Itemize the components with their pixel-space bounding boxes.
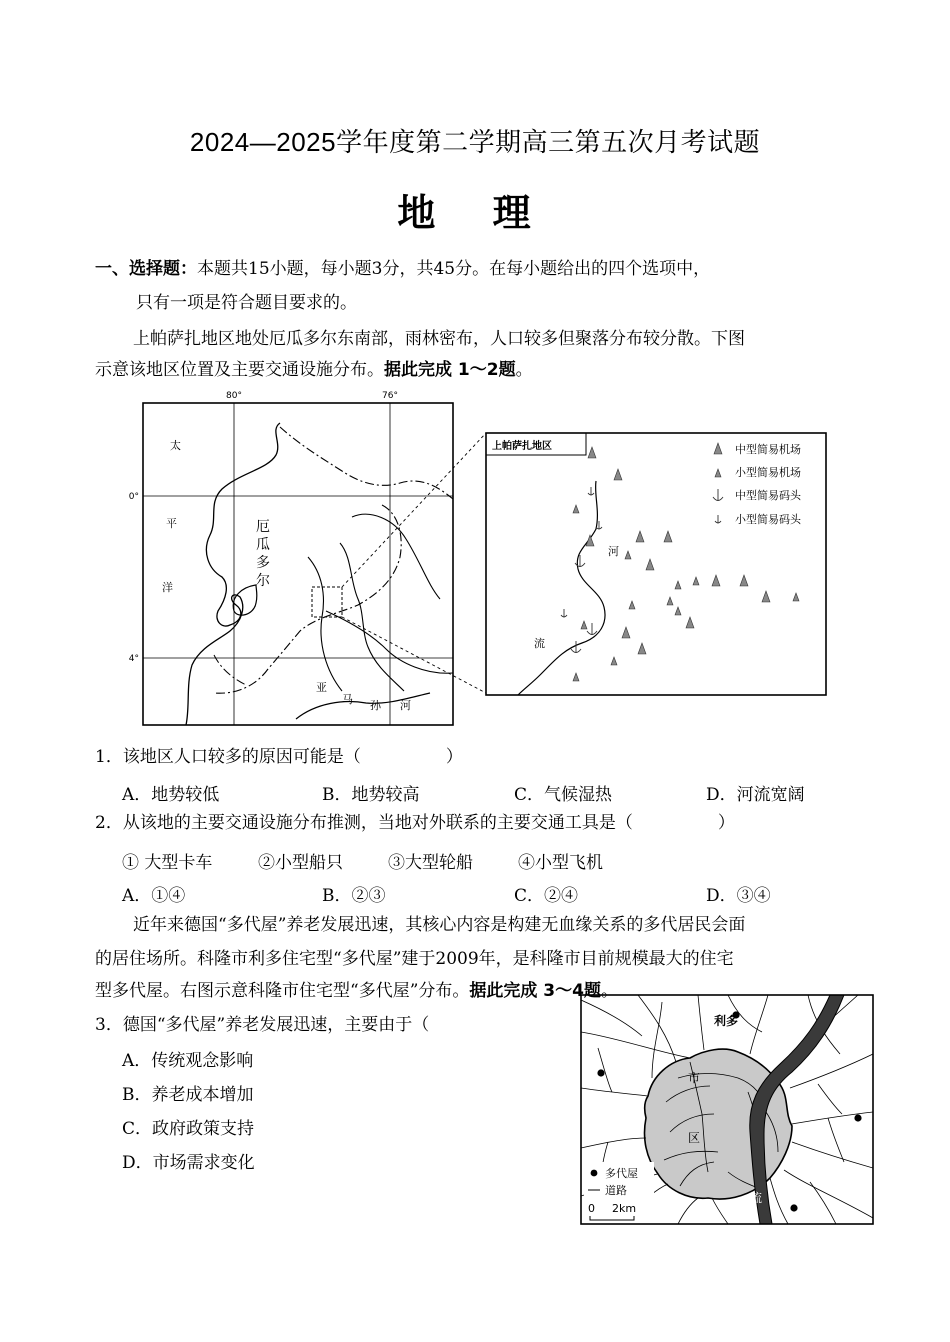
boundary-north (280, 427, 453, 499)
city-char: 市 (688, 1071, 701, 1085)
airport-icon (622, 627, 630, 638)
small-dock-icon (715, 515, 721, 523)
airport-icon (638, 643, 646, 654)
ocean-char: 平 (166, 517, 177, 530)
airport-icon (586, 535, 594, 546)
airport-icon (581, 621, 587, 629)
passage2-line1: 近年来德国“多代屋”养老发展迅速，其核心内容是构建无血缘关系的多代居民会面 (133, 915, 746, 935)
medium-dock-icon (713, 489, 723, 501)
airport-icon (573, 505, 579, 513)
airport-icon (636, 531, 644, 542)
city-district (645, 1049, 793, 1199)
dock-icon (588, 487, 594, 495)
ocean-char: 太 (170, 439, 181, 452)
city-char: 区 (688, 1131, 701, 1145)
amazon-char: 亚 (316, 681, 327, 694)
multi-generation-house-dot (597, 1069, 604, 1076)
q1-option-c[interactable]: C．气候湿热 (514, 785, 613, 805)
passage2-line2: 的居住场所。科隆市利多住宅型“多代屋”建于2009年，是科隆市目前规模最大的住宅 (95, 949, 734, 969)
q2-option-b[interactable]: B．②③ (322, 886, 386, 906)
airport-icon (762, 591, 770, 602)
airport-icon (675, 581, 681, 589)
rhine-river (750, 995, 844, 1224)
dock-icon (575, 555, 585, 567)
passage1-line2-text: 示意该地区位置及主要交通设施分布。 (95, 360, 384, 380)
q2-item-3: ③大型轮船 (388, 853, 473, 873)
map1-legend (713, 442, 802, 526)
country-char: 多 (256, 555, 270, 571)
lon-76-label: 76° (382, 391, 398, 401)
lido-label: 利多 (714, 1014, 739, 1028)
passage1-line2 (95, 353, 533, 387)
airport-icon (667, 597, 673, 605)
question-1-stem: 1．该地区人口较多的原因可能是（ ） (95, 747, 463, 767)
river-char: 流 (750, 1191, 763, 1205)
boundary-southwest (214, 655, 246, 685)
scale-zero: 0 (588, 1202, 595, 1215)
airport-icon (573, 673, 579, 681)
cologne-map (578, 992, 876, 1228)
lat-0-label: 0° (128, 492, 139, 502)
scale-label: 2km (612, 1202, 637, 1215)
island (233, 585, 257, 615)
amazon-char: 河 (400, 699, 411, 712)
question-3-stem: 3．德国“多代屋”养老发展迅速，主要由于（ (95, 1015, 430, 1035)
airport-icon (740, 575, 748, 586)
q1-option-b[interactable]: B．地势较高 (322, 785, 420, 805)
multi-generation-house-dot (854, 1114, 861, 1121)
legend-small-airport: 小型简易机场 (735, 466, 801, 479)
q2-item-1: ① 大型卡车 (122, 853, 213, 873)
legend-medium-dock: 中型简易码头 (735, 489, 801, 502)
multi-generation-house-dot (790, 1204, 797, 1211)
question-2-stem: 2．从该地的主要交通设施分布推测，当地对外联系的主要交通工具是（ ） (95, 813, 735, 833)
airport-icon (625, 551, 631, 559)
q2-item-2: ②小型船只 (258, 853, 343, 873)
q1-option-d[interactable]: D．河流宽阔 (706, 785, 805, 805)
passage1-prompt: 据此完成 1～2题 (384, 360, 516, 380)
zoom-line-bottom (342, 617, 486, 693)
inset-river-char: 河 (608, 545, 619, 558)
q1-option-a[interactable]: A．地势较低 (122, 785, 220, 805)
inset-river-char: 流 (534, 637, 545, 650)
ecuador-map (130, 385, 840, 735)
airport-icon (686, 617, 694, 628)
passage2-end: 。 (600, 981, 618, 1001)
legend-house-label: 多代屋 (605, 1167, 638, 1180)
legend-road-label: 道路 (605, 1184, 627, 1197)
country-char: 厄 (256, 519, 270, 535)
boundary-south (214, 505, 401, 693)
lat-4-label: 4° (128, 654, 139, 664)
airport-icon (614, 469, 622, 480)
amazon-char: 马 (342, 693, 353, 706)
q3-option-a[interactable]: A．传统观念影响 (122, 1051, 254, 1071)
river-2 (340, 543, 404, 691)
river-char: 河 (762, 1053, 775, 1067)
small-airport-icon (715, 469, 721, 477)
lon-80-label: 80° (226, 391, 242, 401)
river-1 (308, 557, 342, 691)
passage2-line3-text: 型多代屋。右图示意科隆市住宅型“多代屋”分布。 (95, 981, 470, 1001)
dock-icon (587, 623, 597, 635)
airport-icon (646, 559, 654, 570)
dock-icon (561, 609, 567, 617)
airport-icon (793, 593, 799, 601)
passage2-line3 (95, 974, 618, 1008)
q2-option-c[interactable]: C．②④ (514, 886, 579, 906)
legend-small-dock: 小型简易码头 (735, 513, 801, 526)
amazon-char: 孙 (370, 699, 381, 712)
instruction-line2: 只有一项是符合题目要求的。 (136, 293, 357, 313)
passage2-prompt: 据此完成 3～4题 (469, 981, 601, 1001)
q3-option-b[interactable]: B．养老成本增加 (122, 1085, 254, 1105)
q2-option-d[interactable]: D．③④ (706, 886, 771, 906)
inset-river (518, 481, 605, 695)
zoom-line-top (342, 433, 486, 587)
q3-option-c[interactable]: C．政府政策支持 (122, 1119, 255, 1139)
legend-house-dot (591, 1170, 598, 1177)
inset-title: 上帕萨扎地区 (492, 441, 552, 452)
river-4 (326, 611, 453, 673)
airport-icon (675, 607, 681, 615)
ocean-char: 洋 (162, 581, 173, 594)
subject-title: 地 理 (397, 191, 553, 235)
section-heading: 一、选择题： (95, 259, 197, 279)
airport-icon (611, 657, 617, 665)
section-instructions (95, 252, 710, 286)
river-3 (352, 514, 440, 599)
medium-airport-icon (714, 443, 722, 454)
airport-icon (629, 601, 635, 609)
airport-icon (664, 531, 672, 542)
legend-medium-airport: 中型简易机场 (735, 443, 801, 456)
study-area-box (312, 587, 342, 617)
instruction-line1: 本题共15小题，每小题3分，共45分。在每小题给出的四个选项中， (197, 259, 711, 279)
q3-option-d[interactable]: D．市场需求变化 (122, 1153, 255, 1173)
country-char: 尔 (256, 573, 270, 589)
airstrip-symbols (573, 447, 799, 681)
airport-icon (693, 577, 699, 585)
q2-option-a[interactable]: A．①④ (122, 886, 186, 906)
exam-title: 2024—2025学年度第二学期高三第五次月考试题 (189, 127, 761, 157)
airport-icon (588, 447, 596, 458)
country-char: 瓜 (256, 537, 270, 553)
passage1-end: 。 (515, 360, 533, 380)
passage1-line1: 上帕萨扎地区地处厄瓜多尔东南部，雨林密布，人口较多但聚落分布较分散。下图 (133, 329, 745, 349)
q2-item-4: ④小型飞机 (518, 853, 603, 873)
airport-icon (712, 575, 720, 586)
